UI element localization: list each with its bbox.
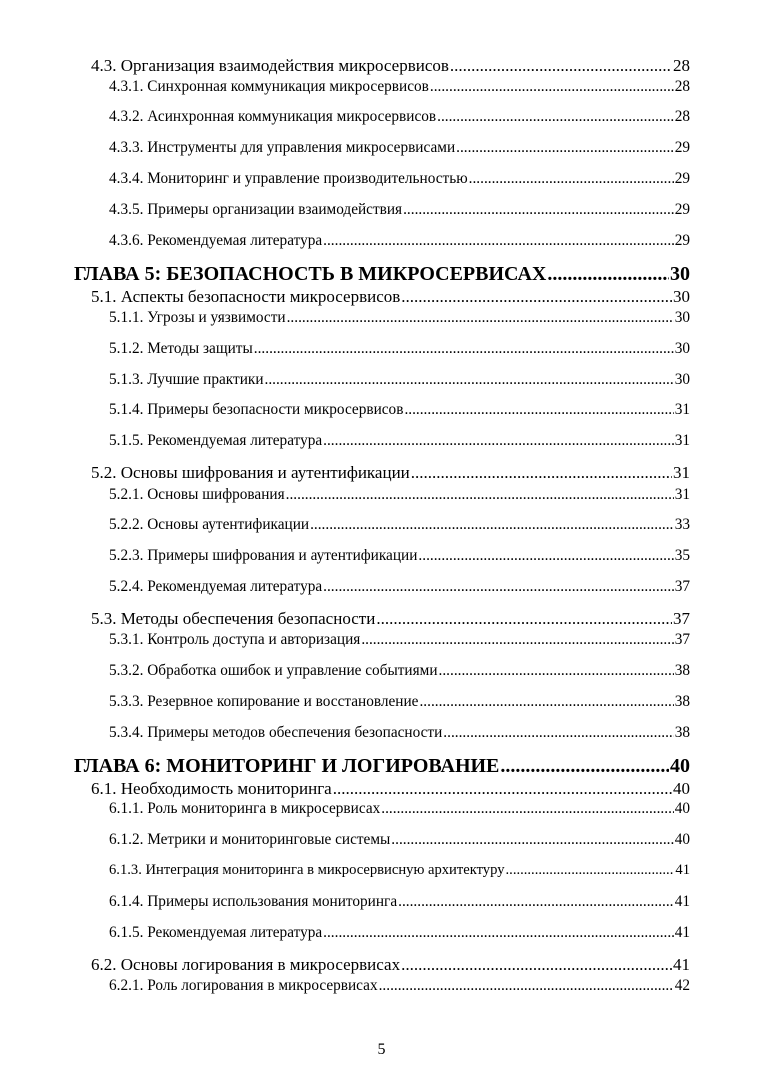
toc-subsection bbox=[109, 201, 690, 220]
toc-dot-leader bbox=[437, 108, 674, 126]
toc-entry-title: 5.3.1. Контроль доступа и авторизация bbox=[109, 631, 361, 648]
toc-subsection bbox=[109, 486, 690, 505]
toc-entry-page: 40 bbox=[670, 755, 690, 777]
toc-dot-leader bbox=[379, 977, 674, 995]
toc-subsection bbox=[109, 893, 690, 912]
toc-entry-title: 5.2. Основы шифрования и аутентификации bbox=[91, 463, 410, 482]
toc-entry-title: 5.2.3. Примеры шифрования и аутентификации bbox=[109, 547, 418, 564]
toc-subsection bbox=[109, 401, 690, 420]
toc-entry-title: 4.3.2. Асинхронная коммуникация микросервисов bbox=[109, 108, 437, 125]
toc-entry-page: 31 bbox=[674, 432, 690, 449]
toc-dot-leader bbox=[254, 340, 674, 358]
toc-dot-leader bbox=[401, 287, 672, 307]
toc-subsection bbox=[109, 170, 690, 189]
toc-entry-page: 40 bbox=[674, 831, 690, 848]
toc-dot-leader bbox=[547, 263, 669, 286]
toc-entry-title: 4.3.5. Примеры организации взаимодействия bbox=[109, 201, 403, 218]
toc-entry-page: 30 bbox=[670, 263, 690, 285]
toc-entry-page: 38 bbox=[674, 662, 690, 679]
toc-section bbox=[91, 56, 690, 77]
toc-dot-leader bbox=[430, 78, 674, 96]
toc-entry-page: 41 bbox=[674, 893, 690, 910]
toc-dot-leader bbox=[323, 924, 674, 942]
toc-dot-leader bbox=[265, 371, 674, 389]
toc-entry-page: 42 bbox=[674, 977, 690, 994]
toc-entry-page: 29 bbox=[674, 201, 690, 218]
toc-entry-page: 41 bbox=[675, 862, 690, 878]
toc-entry-title: 4.3.3. Инструменты для управления микросервисами bbox=[109, 139, 456, 156]
toc-entry-page: 29 bbox=[674, 139, 690, 156]
toc-dot-leader bbox=[500, 755, 669, 778]
toc-subsection bbox=[109, 371, 690, 390]
toc-entry-page: 31 bbox=[674, 401, 690, 418]
toc-dot-leader bbox=[419, 693, 673, 711]
toc-dot-leader bbox=[403, 201, 674, 219]
toc-entry-page: 31 bbox=[674, 486, 690, 503]
toc-entry-title: 6.1.5. Рекомендуемая литература bbox=[109, 924, 323, 941]
toc-entry-title: 5.1.4. Примеры безопасности микросервисов bbox=[109, 401, 404, 418]
toc-entry-title: 5.3.2. Обработка ошибок и управление событиями bbox=[109, 662, 438, 679]
toc-subsection bbox=[109, 578, 690, 597]
toc-dot-leader bbox=[418, 547, 673, 565]
toc-entry-page: 41 bbox=[674, 924, 690, 941]
toc-entry-page: 30 bbox=[674, 340, 690, 357]
toc-subsection bbox=[109, 800, 690, 819]
toc-dot-leader bbox=[456, 139, 674, 157]
toc-entry-page: 29 bbox=[674, 232, 690, 249]
toc-entry-title: 5.3. Методы обеспечения безопасности bbox=[91, 609, 376, 628]
toc-dot-leader bbox=[286, 486, 674, 504]
toc-entry-page: 40 bbox=[674, 800, 690, 817]
toc-chapter bbox=[74, 263, 690, 287]
toc-entry-title: 5.2.2. Основы аутентификации bbox=[109, 516, 310, 533]
toc-entry-page: 30 bbox=[674, 309, 690, 326]
toc-entry-title: 6.2. Основы логирования в микросервисах bbox=[91, 955, 401, 974]
toc-dot-leader bbox=[439, 662, 674, 680]
toc-section bbox=[91, 463, 690, 484]
toc-entry-page: 29 bbox=[674, 170, 690, 187]
toc-subsection bbox=[109, 309, 690, 328]
toc-entry-page: 30 bbox=[674, 371, 690, 388]
toc-chapter bbox=[74, 755, 690, 779]
toc-entry-title: 4.3.1. Синхронная коммуникация микросервисов bbox=[109, 78, 429, 95]
toc-dot-leader bbox=[469, 170, 674, 188]
toc-entry-page: 37 bbox=[674, 631, 690, 648]
toc-entry-title: ГЛАВА 6: МОНИТОРИНГ И ЛОГИРОВАНИЕ bbox=[74, 755, 500, 777]
toc-entry-page: 33 bbox=[674, 516, 690, 533]
toc-dot-leader bbox=[323, 232, 674, 250]
toc-entry-page: 35 bbox=[674, 547, 690, 564]
toc-dot-leader bbox=[398, 893, 674, 911]
page-number: 5 bbox=[377, 1041, 386, 1058]
toc-dot-leader bbox=[450, 56, 672, 76]
toc-subsection bbox=[109, 547, 690, 566]
toc-entry-page: 40 bbox=[673, 779, 690, 798]
toc-subsection bbox=[109, 232, 690, 251]
toc-entry-title: 5.3.4. Примеры методов обеспечения безопасности bbox=[109, 724, 443, 741]
toc-subsection bbox=[109, 862, 690, 881]
toc-entry-page: 31 bbox=[673, 463, 690, 482]
toc-entry-title: 4.3. Организация взаимодействия микросервисов bbox=[91, 56, 449, 75]
toc-entry-page: 41 bbox=[673, 955, 690, 974]
toc-dot-leader bbox=[310, 516, 674, 534]
toc-subsection bbox=[109, 662, 690, 681]
toc-entry-page: 38 bbox=[674, 724, 690, 741]
toc-entry-page: 28 bbox=[674, 78, 690, 95]
toc-entry-title: 6.1.1. Роль мониторинга в микросервисах bbox=[109, 800, 381, 817]
toc-entry-title: 6.2.1. Роль логирования в микросервисах bbox=[109, 977, 378, 994]
toc-dot-leader bbox=[323, 432, 674, 450]
toc-subsection bbox=[109, 724, 690, 743]
toc-dot-leader bbox=[506, 862, 675, 879]
toc-entry-title: 5.1.5. Рекомендуемая литература bbox=[109, 432, 323, 449]
toc-entry-title: 5.2.1. Основы шифрования bbox=[109, 486, 285, 503]
toc-entry-page: 28 bbox=[674, 108, 690, 125]
toc-entry-title: 6.1.4. Примеры использования мониторинга bbox=[109, 893, 398, 910]
toc-dot-leader bbox=[381, 800, 673, 818]
toc-subsection bbox=[109, 831, 690, 850]
toc-entry-title: 5.3.3. Резервное копирование и восстановление bbox=[109, 693, 419, 710]
toc-subsection bbox=[109, 516, 690, 535]
toc-subsection bbox=[109, 432, 690, 451]
toc-entry-title: ГЛАВА 5: БЕЗОПАСНОСТЬ В МИКРОСЕРВИСАХ bbox=[74, 263, 547, 285]
toc-dot-leader bbox=[287, 309, 674, 327]
toc-section bbox=[91, 609, 690, 630]
toc-dot-leader bbox=[333, 779, 672, 799]
toc-section bbox=[91, 955, 690, 976]
toc-section bbox=[91, 779, 690, 800]
toc-entry-title: 5.1. Аспекты безопасности микросервисов bbox=[91, 287, 401, 306]
toc-entry-title: 6.1. Необходимость мониторинга bbox=[91, 779, 332, 798]
toc-subsection bbox=[109, 108, 690, 127]
toc-entry-title: 5.1.2. Методы защиты bbox=[109, 340, 253, 357]
toc-entry-title: 4.3.6. Рекомендуемая литература bbox=[109, 232, 323, 249]
toc-section bbox=[91, 287, 690, 308]
toc-subsection bbox=[109, 693, 690, 712]
toc-entry-page: 37 bbox=[673, 609, 690, 628]
toc-subsection bbox=[109, 340, 690, 359]
toc-dot-leader bbox=[361, 631, 673, 649]
toc-entry-title: 5.2.4. Рекомендуемая литература bbox=[109, 578, 323, 595]
toc-subsection bbox=[109, 631, 690, 650]
toc-subsection bbox=[109, 924, 690, 943]
toc-entry-title: 5.1.3. Лучшие практики bbox=[109, 371, 264, 388]
toc-entry-title: 6.1.3. Интеграция мониторинга в микросервисную архитектуру bbox=[109, 862, 505, 878]
toc-entry-page: 38 bbox=[674, 693, 690, 710]
toc-entry-page: 30 bbox=[673, 287, 690, 306]
toc-dot-leader bbox=[323, 578, 674, 596]
toc-entry-title: 5.1.1. Угрозы и уязвимости bbox=[109, 309, 286, 326]
toc-entry-page: 28 bbox=[673, 56, 690, 75]
toc-dot-leader bbox=[376, 609, 672, 629]
toc-dot-leader bbox=[401, 955, 672, 975]
toc-dot-leader bbox=[391, 831, 673, 849]
toc-entry-title: 4.3.4. Мониторинг и управление производительностью bbox=[109, 170, 468, 187]
toc-entry-title: 6.1.2. Метрики и мониторинговые системы bbox=[109, 831, 391, 848]
toc-dot-leader bbox=[404, 401, 673, 419]
toc-entry-page: 37 bbox=[674, 578, 690, 595]
toc-dot-leader bbox=[411, 463, 672, 483]
toc-subsection bbox=[109, 78, 690, 97]
toc-subsection bbox=[109, 139, 690, 158]
toc-dot-leader bbox=[443, 724, 673, 742]
toc-subsection bbox=[109, 977, 690, 996]
